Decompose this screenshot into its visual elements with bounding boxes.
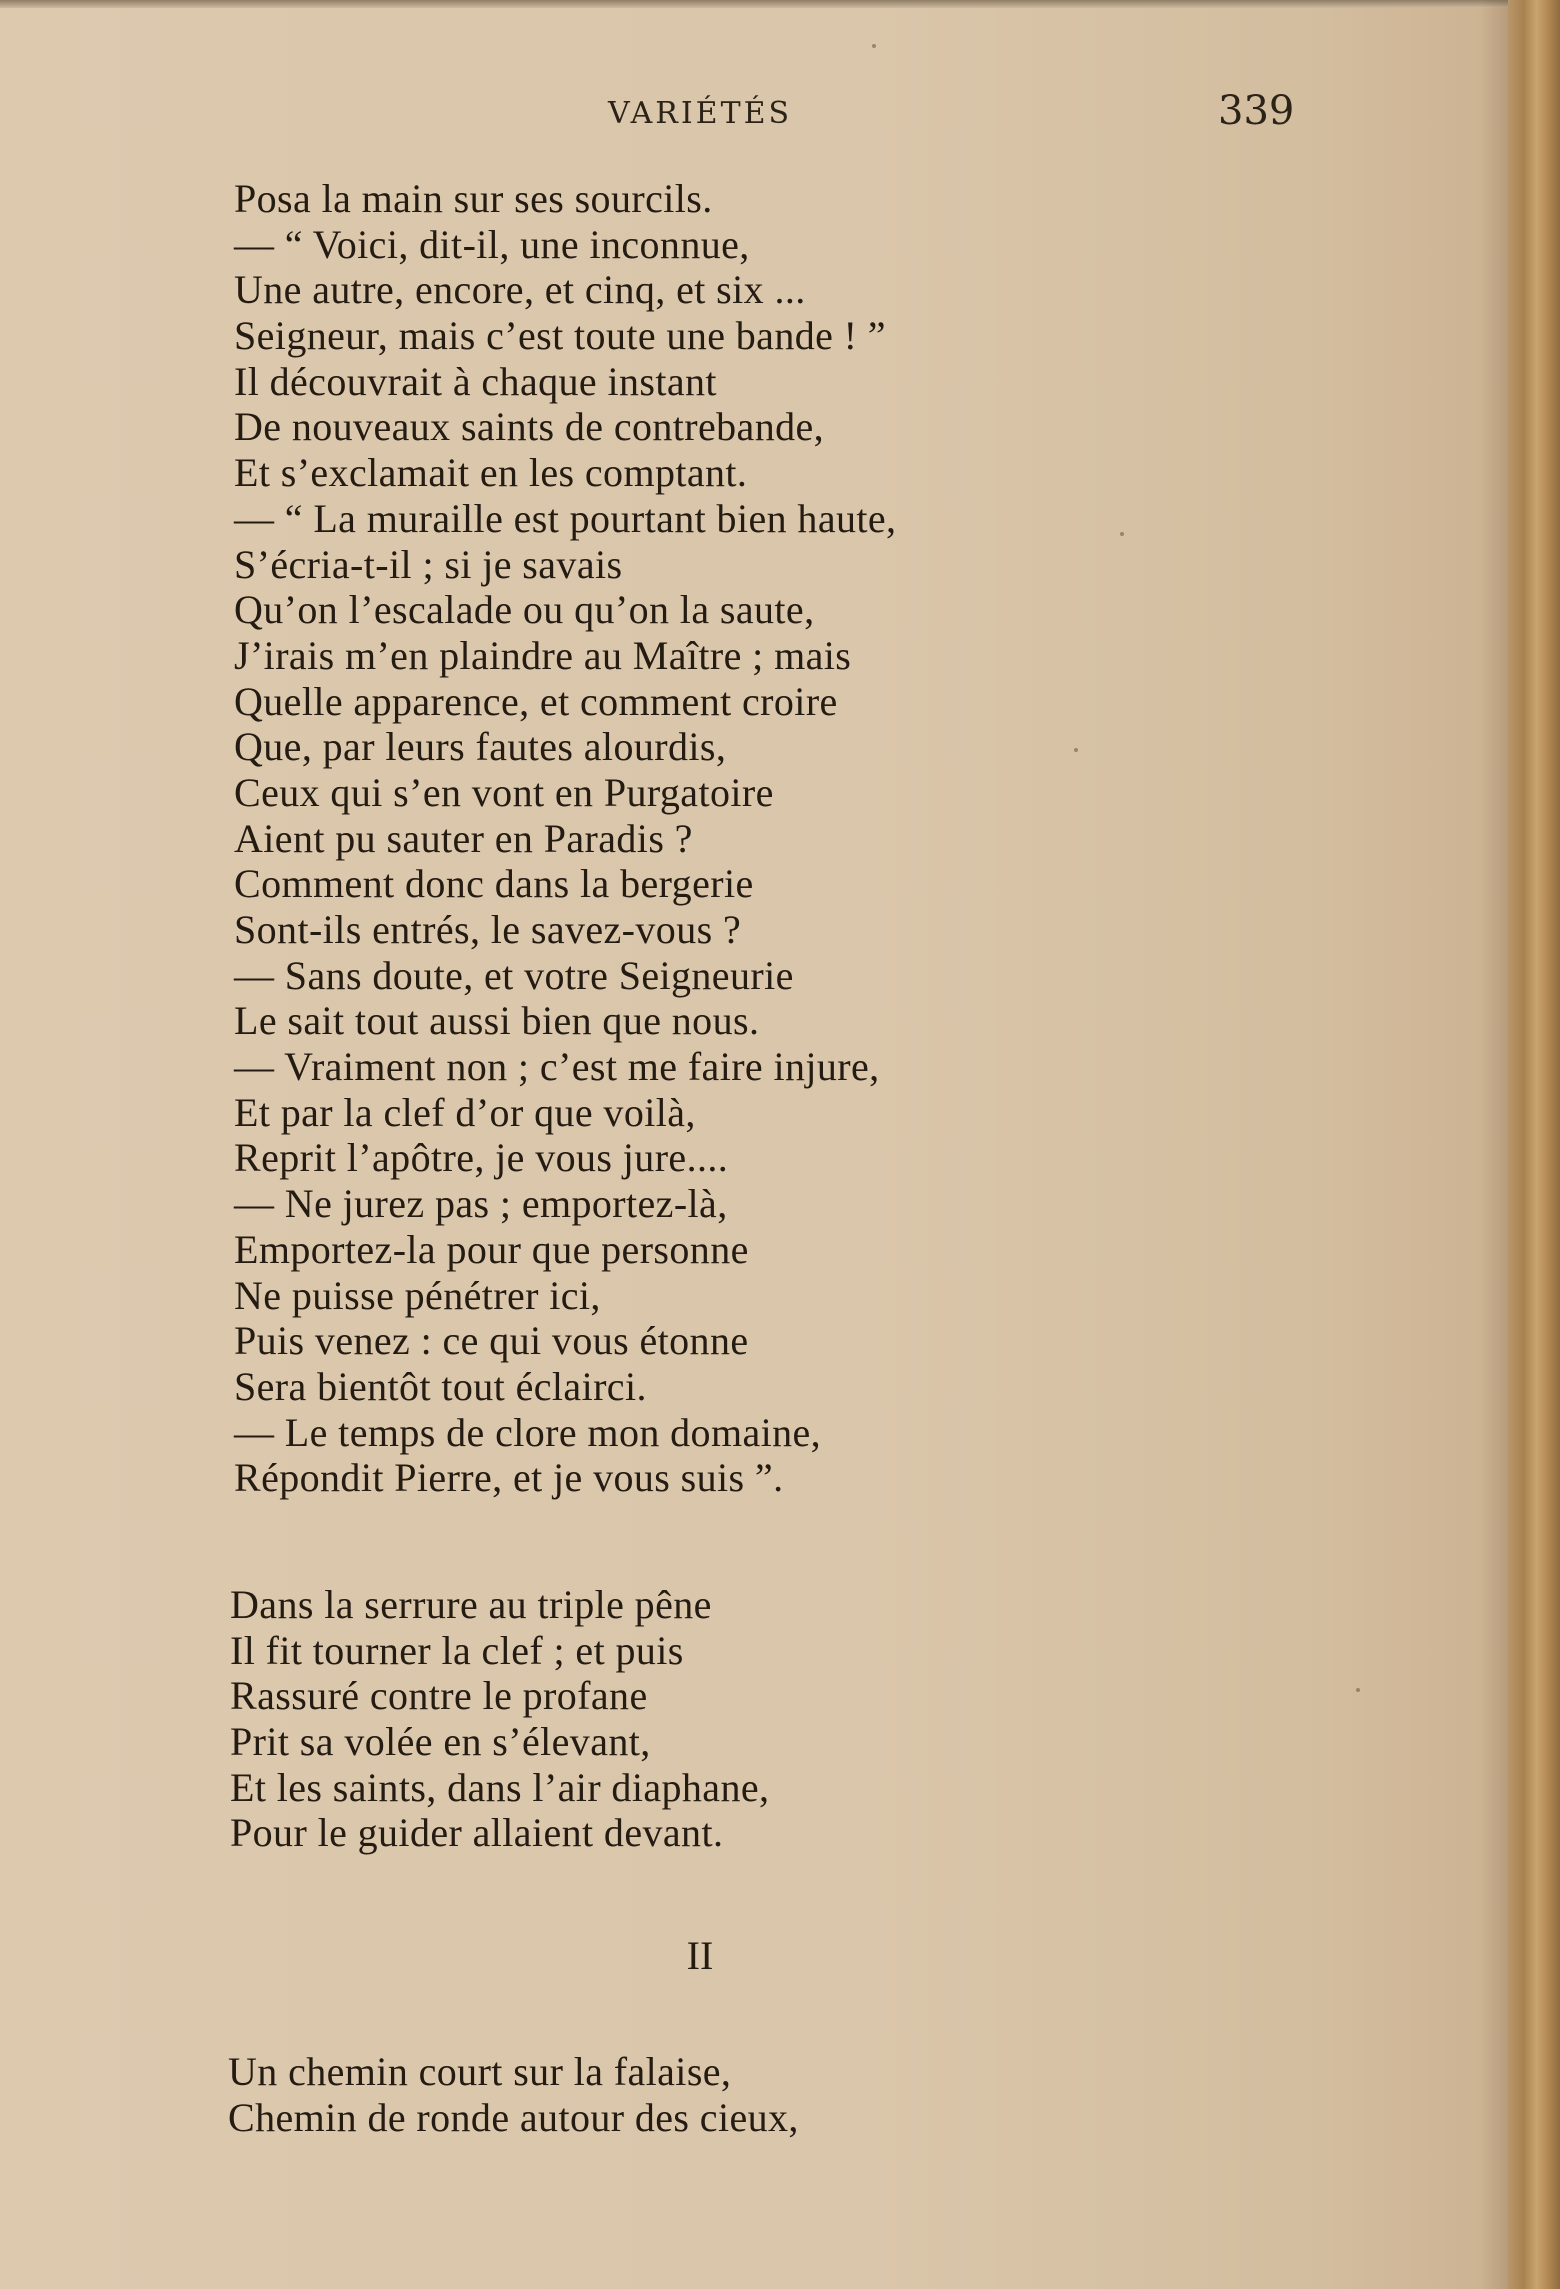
page-top-edge bbox=[0, 0, 1560, 8]
running-title: VARIÉTÉS bbox=[607, 96, 793, 131]
verse-line: J’irais m’en plaindre au Maître ; mais bbox=[234, 632, 852, 678]
verse-line: — Vraiment non ; c’est me faire injure, bbox=[234, 1044, 880, 1090]
verse-line: S’écria-t-il ; si je savais bbox=[234, 541, 623, 587]
verse-line: De nouveaux saints de contrebande, bbox=[234, 404, 825, 450]
verse-line: Le sait tout aussi bien que nous. bbox=[234, 998, 760, 1044]
verse-line: — “ La muraille est pourtant bien haute, bbox=[234, 495, 897, 541]
verse-line: Sera bientôt tout éclairci. bbox=[234, 1363, 647, 1409]
verse-line: Rassuré contre le profane bbox=[230, 1673, 648, 1719]
verse-line: Il fit tourner la clef ; et puis bbox=[230, 1627, 684, 1673]
paper-speck bbox=[1074, 748, 1078, 752]
verse-line: Qu’on l’escalade ou qu’on la saute, bbox=[234, 587, 815, 633]
verse-line: Pour le guider allaient devant. bbox=[230, 1810, 724, 1856]
verse-line: Répondit Pierre, et je vous suis ”. bbox=[234, 1455, 784, 1501]
verse-line: Et par la clef d’or que voilà, bbox=[234, 1089, 696, 1135]
verse-line: Dans la serrure au triple pêne bbox=[230, 1582, 712, 1627]
verse-line: Puis venez : ce qui vous étonne bbox=[234, 1318, 749, 1364]
verse-line: Il découvrait à chaque instant bbox=[234, 358, 717, 404]
verse-line: Posa la main sur ses sourcils. bbox=[234, 176, 713, 221]
poem-stanza-1 bbox=[234, 176, 896, 1501]
verse-line: — Ne jurez pas ; emportez-là, bbox=[234, 1181, 728, 1227]
verse-line: Seigneur, mais c’est toute une bande ! ” bbox=[234, 313, 886, 359]
verse-line: Prit sa volée en s’élevant, bbox=[230, 1719, 651, 1765]
poem-stanza-3 bbox=[228, 2049, 799, 2140]
verse-line: Chemin de ronde autour des cieux, bbox=[228, 2094, 799, 2140]
verse-line: Une autre, encore, et cinq, et six ... bbox=[234, 267, 806, 313]
verse-line: Que, par leurs fautes alourdis, bbox=[234, 724, 727, 770]
verse-line: Quelle apparence, et comment croire bbox=[234, 678, 838, 724]
poem-stanza-2 bbox=[230, 1582, 769, 1856]
verse-line: — Le temps de clore mon domaine, bbox=[234, 1409, 822, 1455]
verse-line: Et les saints, dans l’air diaphane, bbox=[230, 1764, 770, 1810]
gutter-shadow bbox=[1480, 0, 1508, 2289]
paper-speck bbox=[1356, 1688, 1360, 1692]
verse-line: Aient pu sauter en Paradis ? bbox=[234, 815, 693, 861]
paper-speck bbox=[872, 44, 876, 48]
verse-line: Ne puisse pénétrer ici, bbox=[234, 1272, 601, 1318]
page-number: 339 bbox=[1218, 88, 1295, 134]
book-binding-edge bbox=[1508, 0, 1560, 2289]
verse-line: Et s’exclamait en les comptant. bbox=[234, 450, 748, 496]
verse-line: Reprit l’apôtre, je vous jure.... bbox=[234, 1135, 729, 1181]
verse-line: Sont-ils entrés, le savez-vous ? bbox=[234, 907, 742, 952]
verse-line: — Sans doute, et votre Seigneurie bbox=[234, 952, 794, 998]
verse-line: Comment donc dans la bergerie bbox=[234, 861, 754, 907]
paper-speck bbox=[1120, 532, 1124, 536]
section-heading: II bbox=[686, 1933, 714, 1978]
verse-line: — “ Voici, dit-il, une inconnue, bbox=[234, 221, 750, 267]
verse-line: Un chemin court sur la falaise, bbox=[228, 2049, 732, 2094]
verse-line: Ceux qui s’en vont en Purgatoire bbox=[234, 769, 774, 815]
verse-line: Emportez-la pour que personne bbox=[234, 1226, 749, 1272]
